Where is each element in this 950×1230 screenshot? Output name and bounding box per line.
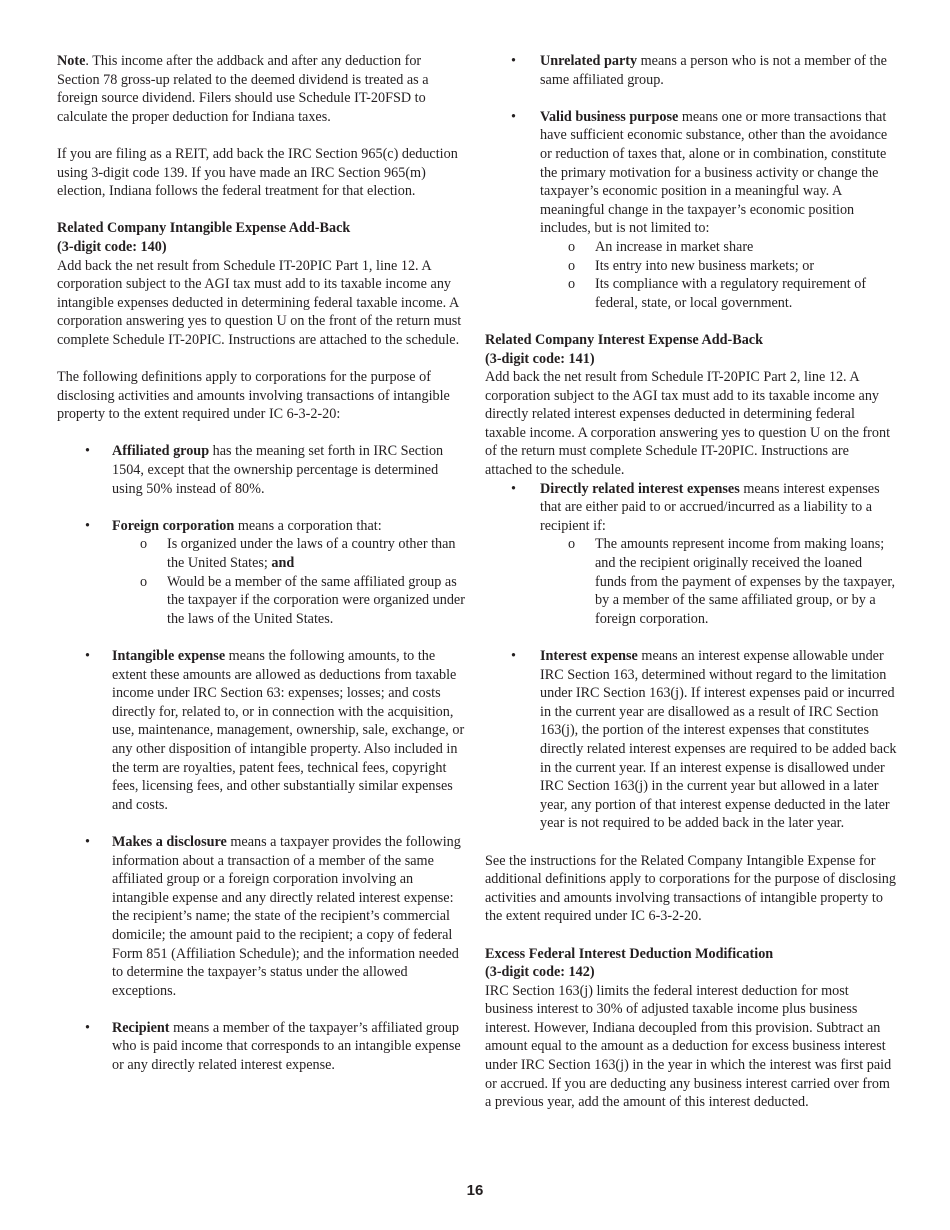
sub-bullet-icon: o — [140, 536, 148, 553]
definition-text: means an interest expense allowable under IRC Section 163, determined without regard to the limitation under IRC Section 163(j). If interest expenses paid or incurred in the current year are disallowed as a result of IRC Section 163(j), the portion of the interest expenses that constitutes directly related interest expenses are required to be added back in the current year. If an interest expense is disallowed under IRC Section 163(j) in the current year but allowed in a later year, any portion of that interest expense deducted in the later year is not required to be added back in the later year. — [540, 648, 897, 832]
sub-item-text: Its compliance with a regulatory requirement of federal, state, or local government. — [595, 276, 867, 311]
intangible-paragraph: Add back the net result from Schedule IT-20PIC Part 1, line 12. A corporation subject to the AGI tax must add to its taxable income any intangible expenses deducted in determining federal taxable income. A corporation answering yes to question U on the front of the return must complete Schedule IT-20PIC. Instructions are attached to the schedule. — [57, 257, 462, 348]
sub-item — [112, 573, 465, 629]
sub-item-text: Its entry into new business markets; or — [595, 257, 815, 274]
definition-text: means a taxpayer provides the following information about a transaction of a member of the same affiliated group or a foreign corporation involving an intangible expense and any directly related interest expense: the recipient’s name; the state of the recipient’s commercial domicile; the amount paid to the recipient; a copy of federal Form 851 (Affiliation Schedule); and the information needed to determine the taxpayer’s status under the allowed exceptions. — [112, 833, 461, 999]
see-instructions-paragraph: See the instructions for the Related Company Intangible Expense for additional definitions apply to corporations for the purpose of disclosing activities and amounts involving transactions of intangible property to the extent required under IC 6-3-2-20. — [485, 852, 896, 925]
definition-affiliated-group — [57, 442, 465, 498]
sub-bullet-icon: o — [568, 536, 576, 553]
sub-item — [540, 535, 897, 628]
reit-paragraph: If you are filing as a REIT, add back the IRC Section 965(c) deduction using 3-digit code 139. If you have made an IRC Section 965(m) election, Indiana follows the federal treatment for that election. — [57, 145, 458, 200]
definition-text: has the meaning set forth in IRC Section 1504, except that the ownership percentage is determined using 50% instead of 80%. — [112, 443, 444, 497]
definition-text: means a corporation that: — [234, 517, 382, 534]
sub-item — [540, 238, 897, 257]
note-text: . This income after the addback and after any deduction for Section 78 gross-up related to the deemed dividend is treated as a foreign source dividend. Filers should use Schedule IT-20FSD to calculate the proper deduction for Indiana taxes. — [57, 53, 429, 125]
definition-text: means one or more transactions that have sufficient economic substance, other than the avoidance or reduction of taxes that, alone or in combination, constitute the primary motivation for a business activity or change the taxpayer’s economic position in a meaningful way. A meaningful change in the taxpayer’s economic position includes, but is not limited to: — [540, 108, 888, 237]
note-label: Note — [57, 53, 86, 69]
sub-bullet-icon: o — [568, 238, 576, 255]
definition-directly-related-interest — [485, 480, 897, 629]
definition-recipient — [57, 1019, 465, 1075]
sub-item-text: Is organized under the laws of a country other than the United States; — [167, 536, 456, 572]
sub-bullet-icon: o — [568, 257, 576, 274]
bullet-icon: • — [85, 443, 90, 460]
term-makes-a-disclosure: Makes a disclosure — [112, 833, 227, 850]
right-column — [485, 52, 897, 1112]
bullet-icon: • — [85, 517, 90, 534]
sub-item — [112, 535, 465, 572]
interest-paragraph: Add back the net result from Schedule IT-20PIC Part 2, line 12. A corporation subject to the AGI tax must add to its taxable income any directly related interest expenses deducted in determining federal taxable income. A corporation answering yes to question U on the front of the return must complete Schedule IT-20PIC. Instructions are attached to the schedule. — [485, 369, 891, 479]
bullet-icon: • — [511, 648, 516, 664]
term-recipient: Recipient — [112, 1019, 170, 1036]
term-unrelated-party: Unrelated party — [540, 53, 638, 69]
definition-text: means a person who is not a member of the same affiliated group. — [540, 53, 887, 88]
bullet-icon: • — [85, 833, 90, 850]
left-column — [57, 52, 465, 1075]
term-intangible-expense: Intangible expense — [112, 648, 226, 664]
bullet-icon: • — [511, 108, 516, 125]
excess-code: (3-digit code: 142) — [485, 964, 595, 981]
bullet-icon: • — [85, 1019, 90, 1036]
excess-paragraph: IRC Section 163(j) limits the federal interest deduction for most business interest to 30% of adjusted taxable income plus business interest. However, Indiana decoupled from this provision. Subtract an amount equal to the amount as a deduction for excess business interest under IRC Section 163(j) in the year in which the interest was first paid or accrued. If you are deducting any business interest carried over from a previous year, add the amount of this interest deducted. — [485, 982, 892, 1111]
term-interest-expense: Interest expense — [540, 648, 638, 664]
definition-interest-expense — [485, 647, 897, 833]
term-valid-business-purpose: Valid business purpose — [540, 108, 679, 125]
definition-text: means interest expenses that are either paid to or accrued/incurred as a liability to a recipient if: — [540, 480, 880, 534]
interest-code: (3-digit code: 141) — [485, 350, 595, 367]
definition-foreign-corporation — [57, 517, 465, 629]
sub-item-text: An increase in market share — [595, 238, 754, 255]
sub-item — [540, 275, 897, 312]
interest-heading: Related Company Interest Expense Add-Back — [485, 331, 763, 348]
sub-item-text: The amounts represent income from making loans; and the recipient originally received the loaned funds from the payment of expenses by the taxpayer, by a member of the same affiliated group, or by a foreign corporation. — [595, 536, 896, 627]
definition-makes-a-disclosure — [57, 833, 465, 1000]
note-paragraph — [57, 52, 465, 126]
intangible-code: (3-digit code: 140) — [57, 238, 167, 255]
bullet-icon: • — [511, 480, 516, 497]
term-affiliated-group: Affiliated group — [112, 443, 210, 460]
definition-unrelated-party — [485, 52, 897, 89]
bullet-icon: • — [85, 648, 90, 664]
bullet-icon: • — [511, 53, 516, 69]
sub-bullet-icon: o — [140, 573, 148, 590]
sub-bullet-icon: o — [568, 276, 576, 293]
sub-item — [540, 257, 897, 276]
definition-valid-business-purpose — [485, 108, 897, 313]
excess-heading: Excess Federal Interest Deduction Modification — [485, 945, 774, 962]
definition-intangible-expense — [57, 647, 465, 814]
page-number: 16 — [466, 1182, 484, 1199]
definitions-intro: The following definitions apply to corporations for the purpose of disclosing activities and amounts involving transactions of intangible property to the extent required under IC 6-3-2-20: — [57, 369, 450, 423]
term-foreign-corporation: Foreign corporation — [112, 517, 235, 534]
sub-item-and: and — [271, 555, 295, 572]
definition-text: means a member of the taxpayer’s affiliated group who is paid income that corresponds to an intangible expense or any directly related interest expense. — [112, 1019, 461, 1074]
term-directly-related-interest: Directly related interest expenses — [540, 480, 740, 497]
intangible-heading: Related Company Intangible Expense Add-Back — [57, 220, 351, 237]
definition-text: means the following amounts, to the extent these amounts are allowed as deductions from taxable income under IRC Section 63: expenses; losses; and costs directly for, related to, or in connection with the acquisition, use, maintenance, management, ownership, sale, exchange, or any other disposition of intangible property. Also included in the term are royalties, patent fees, technical fees, copyright fees, licensing fees, and other substantially similar expenses and costs. — [112, 648, 465, 813]
sub-item-text: Would be a member of the same affiliated group as the taxpayer if the corporation were organized under the laws of the United States. — [167, 573, 465, 627]
